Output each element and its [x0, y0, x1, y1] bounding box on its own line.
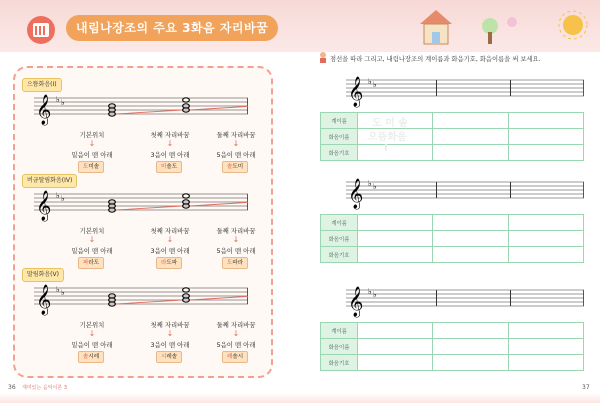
answer-cell[interactable]	[508, 355, 583, 371]
inversion-arrow	[190, 106, 248, 110]
house-decoration-icon	[400, 4, 530, 48]
barline	[436, 182, 437, 198]
barline	[510, 182, 511, 198]
staff-0	[34, 90, 248, 126]
bass-note-text: 3음이 맨 아래	[150, 341, 190, 349]
answer-cell[interactable]	[433, 247, 508, 263]
chip-bass-syllable: 도	[227, 260, 233, 266]
flat-sign-icon: ♭	[373, 80, 377, 89]
row-label: 화음기호	[321, 145, 358, 161]
inversion-position: 기본위치	[79, 131, 105, 139]
answer-grid	[320, 322, 584, 371]
flat-sign-icon: ♭	[373, 182, 377, 191]
page-number-left: 36	[8, 384, 16, 391]
inversion-position: 둘째 자리바꿈	[216, 321, 256, 329]
bass-note-text: 5음이 맨 아래	[216, 151, 256, 159]
row-label: 화음이름	[321, 231, 358, 247]
syllable-chip	[78, 351, 104, 363]
bass-note-text: 밑음이 맨 아래	[71, 341, 113, 349]
row-label: 화음기호	[321, 247, 358, 263]
row-label: 계이름	[321, 215, 358, 231]
inversion-position: 둘째 자리바꿈	[216, 131, 256, 139]
row-label: 화음기호	[321, 355, 358, 371]
section-label: 딸림화음(V)	[22, 268, 64, 282]
syllable-chip	[156, 351, 182, 363]
flat-sign-icon: ♭	[56, 95, 60, 104]
barline	[436, 290, 437, 306]
chip-upper-syllables: 레솔	[166, 354, 178, 360]
page-number-right: 37	[582, 384, 590, 391]
chip-upper-syllables: 미솔	[88, 164, 100, 170]
syllable-chip	[78, 161, 104, 173]
chip-bass-syllable: 미	[161, 164, 167, 170]
down-arrow-icon: ↓	[232, 235, 240, 244]
flat-sign-icon: ♭	[368, 77, 372, 86]
flat-sign-icon: ♭	[61, 288, 65, 297]
inversion-arrow	[116, 300, 182, 304]
staff-1	[34, 186, 248, 222]
down-arrow-icon: ↓	[88, 329, 96, 338]
syllable-chip	[222, 257, 248, 269]
answer-cell[interactable]	[508, 145, 583, 161]
inversion-position: 둘째 자리바꿈	[216, 227, 256, 235]
down-arrow-icon: ↓	[166, 329, 174, 338]
chip-upper-syllables: 라도	[88, 260, 100, 266]
staff-2	[34, 280, 248, 316]
tracing-guide-text: I	[384, 143, 388, 154]
chip-bass-syllable: 솔	[227, 164, 233, 170]
inversion-position: 첫째 자리바꿈	[150, 321, 190, 329]
treble-clef-icon: 𝄞	[36, 285, 52, 315]
practice-staff-2	[346, 282, 584, 318]
flat-sign-icon: ♭	[56, 191, 60, 200]
inversion-position: 기본위치	[79, 321, 105, 329]
flat-sign-icon: ♭	[61, 98, 65, 107]
inversion-position: 기본위치	[79, 227, 105, 235]
row-label: 화음이름	[321, 129, 358, 145]
answer-cell[interactable]	[508, 215, 583, 231]
bass-note-text: 밑음이 맨 아래	[71, 151, 113, 159]
chord-note	[183, 194, 190, 198]
chip-upper-syllables: 도미	[232, 164, 244, 170]
bass-note-text: 밑음이 맨 아래	[71, 247, 113, 255]
bass-note-text: 5음이 맨 아래	[216, 341, 256, 349]
chip-bass-syllable: 도	[83, 164, 89, 170]
inversion-position: 첫째 자리바꿈	[150, 227, 190, 235]
treble-clef-icon: 𝄞	[348, 287, 364, 317]
flat-sign-icon: ♭	[56, 285, 60, 294]
row-label: 계이름	[321, 113, 358, 129]
chip-bass-syllable: 라	[161, 260, 167, 266]
answer-cell[interactable]	[433, 339, 508, 355]
answer-cell[interactable]	[433, 215, 508, 231]
answer-cell[interactable]	[358, 339, 433, 355]
syllable-chip	[222, 161, 248, 173]
chip-upper-syllables: 도파	[166, 260, 178, 266]
bass-note-text: 3음이 맨 아래	[150, 247, 190, 255]
pencil-kid-icon	[318, 51, 328, 63]
treble-clef-icon: 𝄞	[348, 179, 364, 209]
answer-cell[interactable]	[433, 145, 508, 161]
tracing-guide-text: 도 미 솔	[372, 118, 408, 129]
row-label: 계이름	[321, 323, 358, 339]
answer-cell[interactable]	[358, 323, 433, 339]
syllable-chip	[156, 257, 182, 269]
syllable-chip	[222, 351, 248, 363]
practice-staff-1	[346, 174, 584, 210]
chip-bass-syllable: 레	[227, 354, 233, 360]
barline	[510, 290, 511, 306]
section-label: 버금딸림화음(IV)	[22, 174, 77, 188]
chip-upper-syllables: 솔시	[232, 354, 244, 360]
flat-sign-icon: ♭	[61, 194, 65, 203]
answer-cell[interactable]	[358, 231, 433, 247]
book-title: 재미있는 음악이론 3	[22, 385, 68, 391]
row-label: 화음이름	[321, 339, 358, 355]
down-arrow-icon: ↓	[232, 139, 240, 148]
answer-grid	[320, 112, 584, 161]
chip-bass-syllable: 파	[83, 260, 89, 266]
sun-icon	[556, 8, 590, 42]
answer-cell[interactable]	[433, 231, 508, 247]
answer-cell[interactable]	[433, 113, 508, 129]
chip-bass-syllable: 솔	[83, 354, 89, 360]
answer-cell[interactable]	[508, 113, 583, 129]
chip-upper-syllables: 파라	[232, 260, 244, 266]
practice-staff-0	[346, 72, 584, 108]
answer-cell[interactable]	[508, 339, 583, 355]
treble-clef-icon: 𝄞	[36, 191, 52, 221]
barline	[510, 80, 511, 96]
answer-cell[interactable]	[433, 323, 508, 339]
down-arrow-icon: ↓	[88, 139, 96, 148]
answer-cell[interactable]	[433, 355, 508, 371]
footer-band	[0, 393, 600, 403]
answer-cell[interactable]	[358, 355, 433, 371]
treble-clef-icon: 𝄞	[348, 77, 364, 107]
flat-sign-icon: ♭	[368, 179, 372, 188]
answer-cell[interactable]	[358, 145, 433, 161]
syllable-chip	[78, 257, 104, 269]
answer-cell[interactable]	[358, 247, 433, 263]
answer-cell[interactable]	[508, 247, 583, 263]
section-label: 으뜸화음(I)	[22, 78, 62, 92]
inversion-arrow	[116, 206, 182, 210]
bass-note-text: 5음이 맨 아래	[216, 247, 256, 255]
inversion-arrow	[190, 296, 248, 300]
page-title: 내림나장조의 주요 3화음 자리바꿈	[66, 15, 278, 41]
syllable-chip	[156, 161, 182, 173]
instruction-text: 점선을 따라 그리고, 내림나장조의 계이름과 화음기호, 화음이름을 써 보세요.	[330, 56, 541, 63]
down-arrow-icon: ↓	[166, 139, 174, 148]
answer-cell[interactable]	[508, 231, 583, 247]
chord-note	[183, 288, 190, 292]
bass-note-text: 3음이 맨 아래	[150, 151, 190, 159]
answer-cell[interactable]	[433, 129, 508, 145]
inversion-arrow	[116, 110, 182, 114]
down-arrow-icon: ↓	[232, 329, 240, 338]
chip-upper-syllables: 시레	[88, 354, 100, 360]
barline	[436, 80, 437, 96]
down-arrow-icon: ↓	[166, 235, 174, 244]
answer-cell[interactable]	[508, 323, 583, 339]
chord-note	[183, 98, 190, 102]
logo-icon	[26, 14, 56, 46]
answer-grid	[320, 214, 584, 263]
tracing-guide-text: 으뜸화음	[368, 132, 407, 143]
chip-upper-syllables: 솔도	[166, 164, 178, 170]
treble-clef-icon: 𝄞	[36, 95, 52, 125]
inversion-position: 첫째 자리바꿈	[150, 131, 190, 139]
down-arrow-icon: ↓	[88, 235, 96, 244]
flat-sign-icon: ♭	[368, 287, 372, 296]
chip-bass-syllable: 시	[161, 354, 167, 360]
answer-cell[interactable]	[358, 215, 433, 231]
answer-cell[interactable]	[508, 129, 583, 145]
flat-sign-icon: ♭	[373, 290, 377, 299]
inversion-arrow	[190, 202, 248, 206]
